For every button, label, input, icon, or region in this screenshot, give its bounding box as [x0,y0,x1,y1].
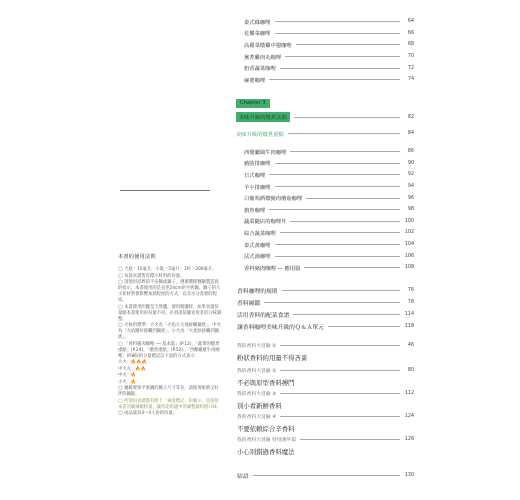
heat-line: 中火：🔥 [118,373,137,378]
usage-line: ◯ 大匙＝15毫升，小匙＝5毫升，1杯＝200毫升。 [118,267,217,272]
heat-line: 大火：🔥🔥🔥 [118,360,147,365]
usage-notes [118,254,222,418]
usage-line: ◯ 每篇食譜皆有標示材料的份量。 [118,273,185,279]
column-entry[interactable]: 我的香料大冒險 ③ 112 別小看新鮮香料 [237,391,414,410]
usage-line: ◯ 請使用厚底的不沾鍋或鍋子，遵循選擇賽鍋製造商的指示，本書使用的是直徑24cm的平底鍋。鍋子的大小和材質會影響加熱程度的方式，以及水分蒸發的程度。 [118,280,221,303]
toc-entry[interactable]: 蕪菁雞肉丸咖哩 70 [244,54,414,61]
toc-entry[interactable]: 日式咖哩 92 [244,172,414,179]
flame-icon: 🔥🔥 [135,366,146,372]
toc-section [236,128,414,139]
toc-entry[interactable]: 香料豬肉咖哩 — 應用篇 108 [244,265,414,272]
usage-line: ◯ 本書使用的鹽是天然鹽，使用粗鹽時，如果食譜份量跟本書使用的份量不同，必須請依據食用者的口味調整。 [118,304,222,322]
toc-entry[interactable]: 豬肋排咖哩 90 [244,160,414,168]
column-entry[interactable]: 我的香料大冒險 ① 46 粉狀香料的用量不得吝嗇 [237,343,414,362]
toc-entry[interactable]: 讓香料咖哩美味升級的Ｑ＆Ａ單元 118 [237,324,414,332]
toc-ending [236,469,414,481]
flame-icon: 🔥 [130,373,137,378]
toc-entry[interactable]: 花椰菜咖哩 66 [244,30,414,38]
toc-entry[interactable]: 活用香料的配菜食譜 114 [237,311,414,319]
usage-line: ◯ 火候的標準：大火為「火焰大大地接觸鍋底」，中火為「火焰剛好接觸到鍋底」，小火為「火焰快接觸到鍋底」。 [118,323,221,340]
toc-main [236,284,414,333]
divider-line [120,190,210,191]
column-entry[interactable]: 我的香料大冒險 ④ 124 不要依賴綜合辛香料 [237,414,414,433]
usage-line: ◯ 成品量為3～4人份的份量。 [118,411,177,416]
toc-entry[interactable]: 羊小排咖哩 94 [244,184,414,191]
toc-entry[interactable]: 旗魚咖哩 98 [244,207,414,214]
flame-icon: 🔥🔥🔥 [130,360,147,365]
usage-line-highlight: ◯ 所使用食譜都有附上「辣度標記」的圖示，是依照本書刊載辣椒粉量，讓你能夠適中的調整做料理口味。 [118,398,222,410]
heat-line: 中大火：🔥🔥 [118,366,146,372]
column-entry[interactable]: 我的香料大冒險 特別番外篇 126 小心別錯過香料魔法 [237,437,414,456]
toc-entry[interactable]: 泰式綠咖哩 64 [244,19,414,26]
toc-entry[interactable]: 麻婆咖哩 74 [244,77,414,84]
toc-entry[interactable]: 白葡萄酒燉豬肉蘑菇咖哩 96 [244,195,414,203]
toc-entry[interactable]: 高麗菜燉雞中翅咖哩 68 [244,42,414,49]
toc-entry[interactable]: 蔬菜隨店的咖哩丼 100 [244,218,414,226]
usage-title: 本書的使用法則 [118,254,156,260]
flame-icon: 🔥 [130,379,137,385]
column-entry[interactable]: 我的香料大冒險 ② 80 不必與原型香料搏鬥 [237,368,414,387]
usage-line: ◯ 鍋鏟要與平底鍋的鍋子尺寸等長，請使用耐熱又好拌的鍋鏟。 [118,386,219,397]
toc-top [236,16,414,86]
toc-entry[interactable]: 綜合蔬菜咖哩 102 [244,230,414,237]
toc-entry[interactable]: 法式湯咖哩 106 [244,253,414,261]
toc-entry[interactable]: 香料圖鑑 78 [237,299,414,307]
toc-entry[interactable]: 西餐廳風牛肉咖哩 86 [244,149,414,156]
toc-entry[interactable]: 香料咖哩的規則 76 [237,287,414,295]
chapter-label: Chapter 3 [236,99,270,108]
toc-entry[interactable]: 泰式黃咖哩 104 [244,242,414,249]
heat-line: 小火：🔥 [118,379,137,385]
toc-section-entry[interactable]: 美味升級的燉煮重點 84 [236,131,414,138]
usage-line: ◯ 「香料豬肉咖哩 ── 基本篇」(P.12)、「蔬菜的燉煮重點」(P.24)、「燉煮重點」(P.52)、「西餐廳風牛肉咖哩」(P.86)的分量標記以下面的方式表示： [118,341,220,359]
chapter-title-entry[interactable]: 美味升級的燉煮法則 82 [236,112,414,122]
toc-entry[interactable]: 奶香蔬菜咖哩 72 [244,65,414,73]
toc-entry[interactable]: 結語 130 [237,472,414,480]
toc-mid [236,146,414,274]
